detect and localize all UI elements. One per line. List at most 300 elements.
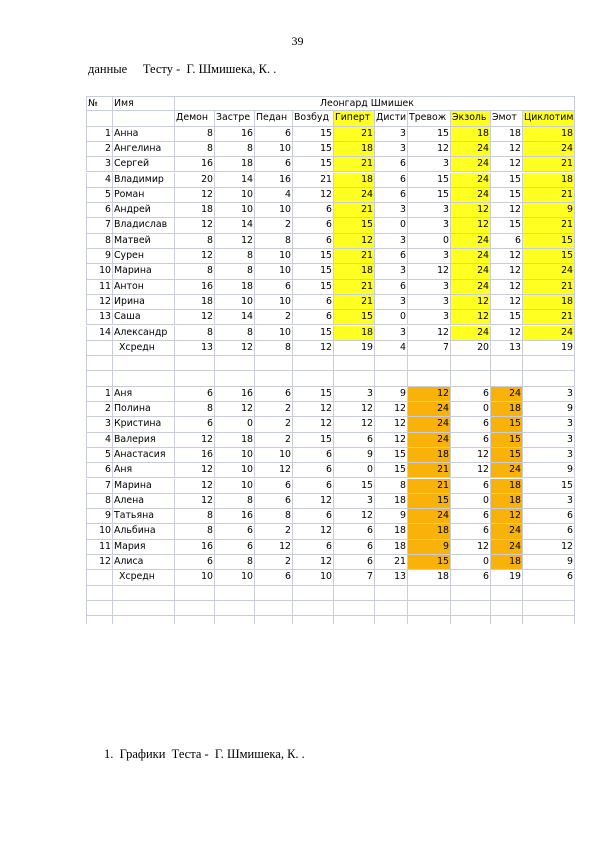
score-cell[interactable]: 15 (523, 479, 575, 494)
empty-cell[interactable] (491, 601, 523, 616)
score-cell[interactable]: 8 (175, 234, 215, 249)
empty-cell[interactable] (523, 586, 575, 601)
score-cell[interactable]: 6 (215, 524, 255, 539)
person-name[interactable]: Аня (113, 387, 175, 402)
score-cell[interactable]: 15 (491, 417, 523, 432)
average-value[interactable]: 7 (408, 341, 451, 356)
score-cell[interactable]: 14 (215, 173, 255, 188)
empty-cell[interactable] (375, 616, 408, 624)
score-cell[interactable]: 15 (523, 234, 575, 249)
score-cell[interactable]: 21 (375, 555, 408, 570)
column-header[interactable]: Педан (255, 111, 293, 126)
score-cell[interactable]: 8 (175, 264, 215, 279)
score-cell[interactable]: 15 (375, 448, 408, 463)
empty-cell[interactable] (175, 371, 215, 386)
score-cell[interactable]: 3 (375, 264, 408, 279)
score-cell[interactable]: 6 (451, 479, 491, 494)
score-cell[interactable]: 21 (334, 280, 375, 295)
score-cell[interactable]: 6 (293, 203, 334, 218)
score-cell[interactable]: 2 (255, 555, 293, 570)
empty-cell[interactable] (408, 601, 451, 616)
score-cell[interactable]: 21 (523, 157, 575, 172)
score-cell[interactable]: 3 (523, 417, 575, 432)
score-cell[interactable]: 6 (175, 417, 215, 432)
score-cell[interactable]: 12 (334, 509, 375, 524)
score-cell[interactable]: 15 (293, 249, 334, 264)
score-cell[interactable]: 18 (491, 494, 523, 509)
empty-cell[interactable] (86, 616, 113, 624)
score-cell[interactable]: 6 (293, 295, 334, 310)
row-number[interactable]: 12 (86, 295, 113, 310)
score-cell[interactable]: 10 (255, 295, 293, 310)
row-number[interactable]: 10 (86, 524, 113, 539)
score-cell[interactable]: 24 (408, 417, 451, 432)
column-header[interactable]: Возбуд (293, 111, 334, 126)
score-cell[interactable]: 2 (255, 218, 293, 233)
score-cell[interactable]: 24 (408, 402, 451, 417)
row-number[interactable]: 13 (86, 310, 113, 325)
empty-cell[interactable] (491, 371, 523, 386)
empty-cell[interactable] (215, 586, 255, 601)
score-cell[interactable]: 12 (451, 540, 491, 555)
empty-cell[interactable] (334, 601, 375, 616)
score-cell[interactable]: 24 (491, 387, 523, 402)
score-cell[interactable]: 15 (293, 127, 334, 142)
score-cell[interactable]: 12 (175, 188, 215, 203)
average-value[interactable]: 4 (375, 341, 408, 356)
empty-cell[interactable] (408, 616, 451, 624)
average-value[interactable]: 12 (293, 341, 334, 356)
person-name[interactable]: Алена (113, 494, 175, 509)
score-cell[interactable]: 0 (451, 494, 491, 509)
empty-cell[interactable] (113, 356, 175, 371)
score-cell[interactable]: 24 (451, 173, 491, 188)
score-cell[interactable]: 6 (255, 387, 293, 402)
empty-cell[interactable] (113, 616, 175, 624)
person-name[interactable]: Полина (113, 402, 175, 417)
score-cell[interactable]: 6 (334, 433, 375, 448)
score-cell[interactable]: 15 (491, 448, 523, 463)
score-cell[interactable]: 21 (334, 249, 375, 264)
row-number[interactable]: 3 (86, 157, 113, 172)
score-cell[interactable]: 24 (451, 142, 491, 157)
average-value[interactable]: 13 (375, 570, 408, 585)
score-cell[interactable]: 6 (175, 387, 215, 402)
average-value[interactable]: 10 (293, 570, 334, 585)
score-cell[interactable]: 3 (408, 295, 451, 310)
empty-cell[interactable] (255, 601, 293, 616)
score-cell[interactable]: 18 (215, 157, 255, 172)
score-cell[interactable]: 12 (408, 387, 451, 402)
score-cell[interactable]: 6 (334, 524, 375, 539)
score-cell[interactable]: 16 (215, 127, 255, 142)
score-cell[interactable]: 10 (255, 142, 293, 157)
score-cell[interactable]: 12 (451, 463, 491, 478)
score-cell[interactable]: 24 (451, 326, 491, 341)
score-cell[interactable]: 21 (523, 310, 575, 325)
empty-cell[interactable] (86, 371, 113, 386)
score-cell[interactable]: 21 (293, 173, 334, 188)
score-cell[interactable]: 15 (293, 326, 334, 341)
score-cell[interactable]: 6 (255, 494, 293, 509)
score-cell[interactable]: 3 (375, 234, 408, 249)
score-cell[interactable]: 3 (375, 127, 408, 142)
score-cell[interactable]: 9 (523, 555, 575, 570)
person-name[interactable]: Альбина (113, 524, 175, 539)
average-value[interactable]: 6 (523, 570, 575, 585)
score-cell[interactable]: 24 (451, 264, 491, 279)
empty-cell[interactable] (86, 111, 113, 126)
score-cell[interactable]: 9 (334, 448, 375, 463)
empty-cell[interactable] (113, 601, 175, 616)
empty-cell[interactable] (255, 616, 293, 624)
row-number[interactable]: 10 (86, 264, 113, 279)
empty-cell[interactable] (86, 570, 113, 585)
empty-cell[interactable] (86, 356, 113, 371)
score-cell[interactable]: 18 (491, 555, 523, 570)
score-cell[interactable]: 12 (408, 142, 451, 157)
score-cell[interactable]: 3 (408, 203, 451, 218)
column-header[interactable]: Тревож (408, 111, 451, 126)
empty-cell[interactable] (293, 586, 334, 601)
person-name[interactable]: Сурен (113, 249, 175, 264)
score-cell[interactable]: 12 (491, 142, 523, 157)
score-cell[interactable]: 21 (408, 479, 451, 494)
score-cell[interactable]: 15 (491, 310, 523, 325)
score-cell[interactable]: 0 (451, 402, 491, 417)
score-cell[interactable]: 18 (491, 127, 523, 142)
score-cell[interactable]: 18 (334, 326, 375, 341)
score-cell[interactable]: 6 (293, 509, 334, 524)
score-cell[interactable]: 6 (375, 249, 408, 264)
score-cell[interactable]: 8 (215, 326, 255, 341)
score-cell[interactable]: 10 (255, 249, 293, 264)
score-cell[interactable]: 6 (375, 188, 408, 203)
score-cell[interactable]: 2 (255, 433, 293, 448)
column-header[interactable]: Гиперт (334, 111, 375, 126)
score-cell[interactable]: 20 (175, 173, 215, 188)
score-cell[interactable]: 24 (408, 509, 451, 524)
person-name[interactable]: Татьяна (113, 509, 175, 524)
score-cell[interactable]: 0 (408, 234, 451, 249)
score-cell[interactable]: 12 (491, 264, 523, 279)
average-value[interactable]: 18 (408, 570, 451, 585)
score-cell[interactable]: 3 (408, 280, 451, 295)
person-name[interactable]: Александр (113, 326, 175, 341)
empty-cell[interactable] (255, 586, 293, 601)
column-header[interactable]: Экзоль (451, 111, 491, 126)
average-value[interactable]: 13 (491, 341, 523, 356)
score-cell[interactable]: 18 (175, 203, 215, 218)
score-cell[interactable]: 12 (255, 540, 293, 555)
score-cell[interactable]: 12 (375, 417, 408, 432)
average-value[interactable]: 19 (491, 570, 523, 585)
score-cell[interactable]: 24 (491, 540, 523, 555)
score-cell[interactable]: 8 (175, 142, 215, 157)
score-cell[interactable]: 12 (293, 555, 334, 570)
column-header-number[interactable]: № (86, 96, 113, 111)
empty-cell[interactable] (293, 371, 334, 386)
empty-cell[interactable] (215, 356, 255, 371)
score-cell[interactable]: 8 (215, 494, 255, 509)
score-cell[interactable]: 3 (408, 157, 451, 172)
score-cell[interactable]: 6 (451, 387, 491, 402)
score-cell[interactable]: 3 (375, 142, 408, 157)
score-cell[interactable]: 24 (451, 234, 491, 249)
row-number[interactable]: 1 (86, 127, 113, 142)
average-value[interactable]: 12 (215, 341, 255, 356)
score-cell[interactable]: 9 (523, 203, 575, 218)
score-cell[interactable]: 12 (293, 524, 334, 539)
score-cell[interactable]: 12 (175, 218, 215, 233)
person-name[interactable]: Роман (113, 188, 175, 203)
score-cell[interactable]: 8 (215, 555, 255, 570)
score-cell[interactable]: 24 (451, 249, 491, 264)
score-cell[interactable]: 15 (293, 433, 334, 448)
score-cell[interactable]: 6 (375, 157, 408, 172)
score-cell[interactable]: 3 (334, 387, 375, 402)
score-cell[interactable]: 18 (523, 295, 575, 310)
empty-cell[interactable] (451, 586, 491, 601)
score-cell[interactable]: 6 (451, 433, 491, 448)
score-cell[interactable]: 18 (375, 494, 408, 509)
score-cell[interactable]: 15 (334, 479, 375, 494)
empty-cell[interactable] (175, 586, 215, 601)
score-cell[interactable]: 24 (408, 433, 451, 448)
score-cell[interactable]: 12 (491, 295, 523, 310)
score-cell[interactable]: 0 (375, 310, 408, 325)
column-header[interactable]: Демон (175, 111, 215, 126)
empty-cell[interactable] (86, 601, 113, 616)
empty-cell[interactable] (451, 371, 491, 386)
score-cell[interactable]: 12 (215, 402, 255, 417)
average-value[interactable]: 19 (523, 341, 575, 356)
empty-cell[interactable] (86, 586, 113, 601)
row-number[interactable]: 1 (86, 387, 113, 402)
score-cell[interactable]: 3 (523, 448, 575, 463)
score-cell[interactable]: 6 (293, 448, 334, 463)
score-cell[interactable]: 8 (175, 402, 215, 417)
score-cell[interactable]: 24 (451, 280, 491, 295)
row-number[interactable]: 8 (86, 234, 113, 249)
score-cell[interactable]: 12 (175, 479, 215, 494)
score-cell[interactable]: 18 (375, 540, 408, 555)
score-cell[interactable]: 12 (293, 402, 334, 417)
score-cell[interactable]: 15 (523, 249, 575, 264)
person-name[interactable]: Анна (113, 127, 175, 142)
score-cell[interactable]: 12 (293, 494, 334, 509)
score-cell[interactable]: 0 (334, 463, 375, 478)
score-cell[interactable]: 8 (175, 524, 215, 539)
score-cell[interactable]: 15 (491, 433, 523, 448)
score-cell[interactable]: 12 (375, 402, 408, 417)
score-cell[interactable]: 0 (215, 417, 255, 432)
score-cell[interactable]: 8 (175, 127, 215, 142)
empty-cell[interactable] (491, 616, 523, 624)
empty-cell[interactable] (255, 356, 293, 371)
score-cell[interactable]: 8 (175, 509, 215, 524)
score-cell[interactable]: 6 (375, 173, 408, 188)
score-cell[interactable]: 6 (451, 417, 491, 432)
empty-cell[interactable] (375, 356, 408, 371)
score-cell[interactable]: 21 (523, 280, 575, 295)
score-cell[interactable]: 2 (255, 310, 293, 325)
score-cell[interactable]: 14 (215, 310, 255, 325)
score-cell[interactable]: 6 (215, 540, 255, 555)
score-cell[interactable]: 12 (408, 326, 451, 341)
empty-cell[interactable] (408, 356, 451, 371)
empty-cell[interactable] (334, 586, 375, 601)
score-cell[interactable]: 6 (334, 555, 375, 570)
score-cell[interactable]: 18 (408, 448, 451, 463)
person-name[interactable]: Валерия (113, 433, 175, 448)
score-cell[interactable]: 3 (334, 494, 375, 509)
score-cell[interactable]: 24 (451, 157, 491, 172)
score-cell[interactable]: 15 (491, 173, 523, 188)
column-header[interactable]: Дисти (375, 111, 408, 126)
score-cell[interactable]: 21 (334, 157, 375, 172)
score-cell[interactable]: 12 (375, 433, 408, 448)
score-cell[interactable]: 12 (451, 295, 491, 310)
empty-cell[interactable] (451, 616, 491, 624)
empty-cell[interactable] (175, 616, 215, 624)
average-value[interactable]: 8 (255, 341, 293, 356)
score-cell[interactable]: 15 (375, 463, 408, 478)
empty-cell[interactable] (175, 601, 215, 616)
row-number[interactable]: 14 (86, 326, 113, 341)
empty-cell[interactable] (523, 616, 575, 624)
person-name[interactable]: Кристина (113, 417, 175, 432)
score-cell[interactable]: 6 (523, 524, 575, 539)
score-cell[interactable]: 8 (255, 509, 293, 524)
score-cell[interactable]: 18 (334, 264, 375, 279)
row-number[interactable]: 2 (86, 142, 113, 157)
person-name[interactable]: Антон (113, 280, 175, 295)
score-cell[interactable]: 16 (175, 448, 215, 463)
empty-cell[interactable] (293, 601, 334, 616)
score-cell[interactable]: 15 (334, 310, 375, 325)
average-value[interactable]: 6 (451, 570, 491, 585)
score-cell[interactable]: 18 (375, 524, 408, 539)
score-cell[interactable]: 3 (408, 218, 451, 233)
empty-cell[interactable] (334, 616, 375, 624)
score-cell[interactable]: 6 (451, 524, 491, 539)
score-cell[interactable]: 18 (491, 479, 523, 494)
score-cell[interactable]: 12 (491, 326, 523, 341)
person-name[interactable]: Саша (113, 310, 175, 325)
score-cell[interactable]: 6 (175, 555, 215, 570)
empty-cell[interactable] (215, 371, 255, 386)
person-name[interactable]: Владислав (113, 218, 175, 233)
score-cell[interactable]: 18 (491, 402, 523, 417)
average-label[interactable]: Хсредн (113, 341, 175, 356)
score-cell[interactable]: 3 (408, 310, 451, 325)
score-cell[interactable]: 8 (215, 249, 255, 264)
empty-cell[interactable] (215, 616, 255, 624)
score-cell[interactable]: 24 (334, 188, 375, 203)
score-cell[interactable]: 21 (334, 203, 375, 218)
empty-cell[interactable] (175, 356, 215, 371)
score-cell[interactable]: 12 (451, 218, 491, 233)
score-cell[interactable]: 8 (375, 479, 408, 494)
column-header-name[interactable]: Имя (113, 96, 175, 111)
score-cell[interactable]: 18 (523, 127, 575, 142)
score-cell[interactable]: 10 (255, 203, 293, 218)
row-number[interactable]: 6 (86, 463, 113, 478)
empty-cell[interactable] (451, 601, 491, 616)
row-number[interactable]: 11 (86, 540, 113, 555)
score-cell[interactable]: 16 (215, 509, 255, 524)
score-cell[interactable]: 24 (491, 463, 523, 478)
score-cell[interactable]: 15 (293, 280, 334, 295)
score-cell[interactable]: 2 (255, 524, 293, 539)
empty-cell[interactable] (113, 371, 175, 386)
score-cell[interactable]: 21 (408, 463, 451, 478)
score-cell[interactable]: 2 (255, 417, 293, 432)
score-cell[interactable]: 12 (451, 203, 491, 218)
score-cell[interactable]: 10 (215, 448, 255, 463)
score-cell[interactable]: 9 (523, 463, 575, 478)
score-cell[interactable]: 10 (215, 203, 255, 218)
score-cell[interactable]: 12 (175, 494, 215, 509)
score-cell[interactable]: 21 (334, 295, 375, 310)
score-cell[interactable]: 12 (491, 249, 523, 264)
score-cell[interactable]: 6 (255, 127, 293, 142)
score-cell[interactable]: 12 (255, 463, 293, 478)
empty-cell[interactable] (375, 586, 408, 601)
score-cell[interactable]: 15 (491, 188, 523, 203)
score-cell[interactable]: 10 (215, 295, 255, 310)
empty-cell[interactable] (334, 371, 375, 386)
score-cell[interactable]: 16 (175, 280, 215, 295)
person-name[interactable]: Марина (113, 264, 175, 279)
empty-cell[interactable] (491, 356, 523, 371)
empty-cell[interactable] (375, 371, 408, 386)
person-name[interactable]: Матвей (113, 234, 175, 249)
empty-cell[interactable] (113, 586, 175, 601)
score-cell[interactable]: 15 (293, 142, 334, 157)
person-name[interactable]: Андрей (113, 203, 175, 218)
row-number[interactable]: 3 (86, 417, 113, 432)
person-name[interactable]: Аня (113, 463, 175, 478)
score-cell[interactable]: 3 (523, 433, 575, 448)
column-header[interactable]: Застре (215, 111, 255, 126)
person-name[interactable]: Мария (113, 540, 175, 555)
row-number[interactable]: 4 (86, 173, 113, 188)
score-cell[interactable]: 16 (175, 157, 215, 172)
score-cell[interactable]: 12 (175, 463, 215, 478)
score-cell[interactable]: 3 (375, 203, 408, 218)
score-cell[interactable]: 18 (215, 280, 255, 295)
score-cell[interactable]: 6 (451, 509, 491, 524)
score-cell[interactable]: 12 (334, 417, 375, 432)
average-label[interactable]: Хсредн (113, 570, 175, 585)
score-cell[interactable]: 18 (408, 524, 451, 539)
score-cell[interactable]: 6 (491, 234, 523, 249)
row-number[interactable]: 7 (86, 218, 113, 233)
score-cell[interactable]: 8 (175, 326, 215, 341)
score-cell[interactable]: 6 (255, 479, 293, 494)
score-cell[interactable]: 12 (491, 157, 523, 172)
empty-cell[interactable] (523, 356, 575, 371)
score-cell[interactable]: 12 (215, 234, 255, 249)
score-cell[interactable]: 9 (523, 402, 575, 417)
score-cell[interactable]: 15 (408, 188, 451, 203)
empty-cell[interactable] (408, 586, 451, 601)
row-number[interactable]: 7 (86, 479, 113, 494)
score-cell[interactable]: 12 (523, 540, 575, 555)
average-value[interactable]: 10 (215, 570, 255, 585)
